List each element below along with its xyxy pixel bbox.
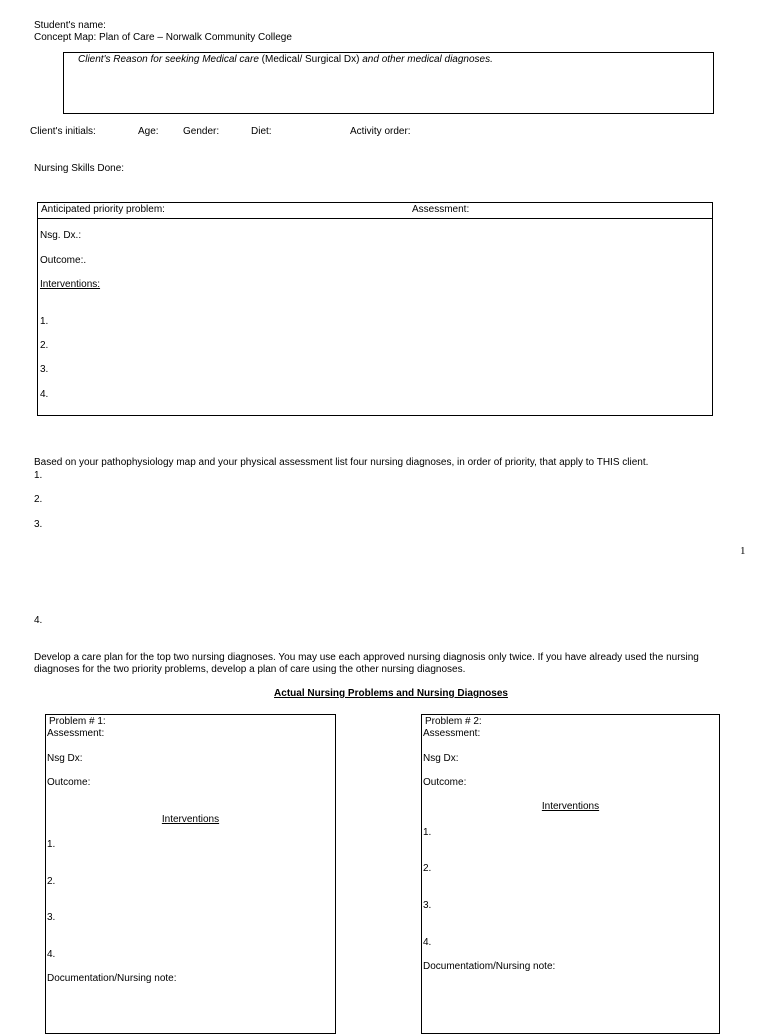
- diagnosis-item: 3.: [34, 519, 43, 530]
- anticipated-problem-label: Anticipated priority problem:: [41, 204, 165, 215]
- intervention-item: 1.: [40, 316, 49, 327]
- intervention-item: 2.: [40, 340, 49, 351]
- problem-1-intervention-item: 4.: [47, 949, 56, 960]
- problem-1-documentation-label: Documentation/Nursing note:: [47, 973, 177, 984]
- diet-label: Diet:: [251, 126, 272, 137]
- section-title: Actual Nursing Problems and Nursing Diagnoses: [274, 688, 508, 699]
- reason-for-care-box[interactable]: [63, 52, 714, 114]
- reason-part-2: (Medical/ Surgical Dx): [258, 54, 363, 65]
- form-title: Concept Map: Plan of Care – Norwalk Community College: [34, 32, 292, 43]
- client-initials-label: Client's initials:: [30, 126, 96, 137]
- problem-1-assessment-label: Assessment:: [47, 728, 105, 739]
- problem-2-intervention-item: 2.: [423, 863, 432, 874]
- problem-1-interventions-heading: Interventions: [161, 814, 220, 825]
- age-label: Age:: [138, 126, 159, 137]
- interventions-label: Interventions:: [40, 279, 101, 290]
- nsg-dx-label: Nsg. Dx.:: [40, 230, 82, 241]
- diagnosis-item: 1.: [34, 470, 43, 481]
- problem-1-nsg-dx-label: Nsg Dx:: [47, 753, 83, 764]
- diagnoses-instructions: Based on your pathophysiology map and your physical assessment list four nursing diagnoses, in order of priority, that apply to THIS client.: [34, 457, 649, 468]
- problem-2-intervention-item: 3.: [423, 900, 432, 911]
- care-plan-instructions-line2: diagnoses for the two priority problems, develop a plan of care using the other nursing diagnoses.: [34, 664, 466, 675]
- problem-1-intervention-item: 2.: [47, 876, 56, 887]
- problem-2-intervention-item: 4.: [423, 937, 432, 948]
- diagnosis-item: 2.: [34, 494, 43, 505]
- diagnosis-item: 4.: [34, 615, 43, 626]
- problem-2-title: Problem # 2:: [425, 716, 482, 727]
- reason-part-1: Client's Reason for seeking Medical care: [78, 54, 259, 65]
- problem-2-nsg-dx-label: Nsg Dx:: [423, 753, 459, 764]
- problem-2-assessment-label: Assessment:: [423, 728, 481, 739]
- outcome-label: Outcome:.: [40, 255, 87, 266]
- problem-2-outcome-label: Outcome:: [423, 777, 467, 788]
- activity-order-label: Activity order:: [350, 126, 411, 137]
- page-number: 1: [740, 545, 746, 557]
- reason-for-care-label: [78, 54, 493, 66]
- problem-2-documentation-label: Documentatiom/Nursing note:: [423, 961, 556, 972]
- problem-1-intervention-item: 3.: [47, 912, 56, 923]
- student-name-label: Student's name:: [34, 20, 106, 31]
- priority-problem-box[interactable]: [37, 202, 713, 416]
- care-plan-instructions-line1: Develop a care plan for the top two nursing diagnoses. You may use each approved nursing diagnosis only twice. If you have already used the nursing: [34, 652, 699, 663]
- problem-1-intervention-item: 1.: [47, 839, 56, 850]
- problem-2-interventions-heading: Interventions: [541, 801, 600, 812]
- intervention-item: 3.: [40, 364, 49, 375]
- problem-1-title: Problem # 1:: [49, 716, 106, 727]
- problem-2-box[interactable]: [421, 714, 720, 1034]
- problem-1-outcome-label: Outcome:: [47, 777, 91, 788]
- problem-2-intervention-item: 1.: [423, 827, 432, 838]
- reason-part-3: and other medical diagnoses.: [362, 54, 493, 65]
- nursing-skills-label: Nursing Skills Done:: [34, 163, 125, 174]
- assessment-label: Assessment:: [412, 204, 470, 215]
- gender-label: Gender:: [183, 126, 220, 137]
- intervention-item: 4.: [40, 389, 49, 400]
- problem-1-box[interactable]: [45, 714, 336, 1034]
